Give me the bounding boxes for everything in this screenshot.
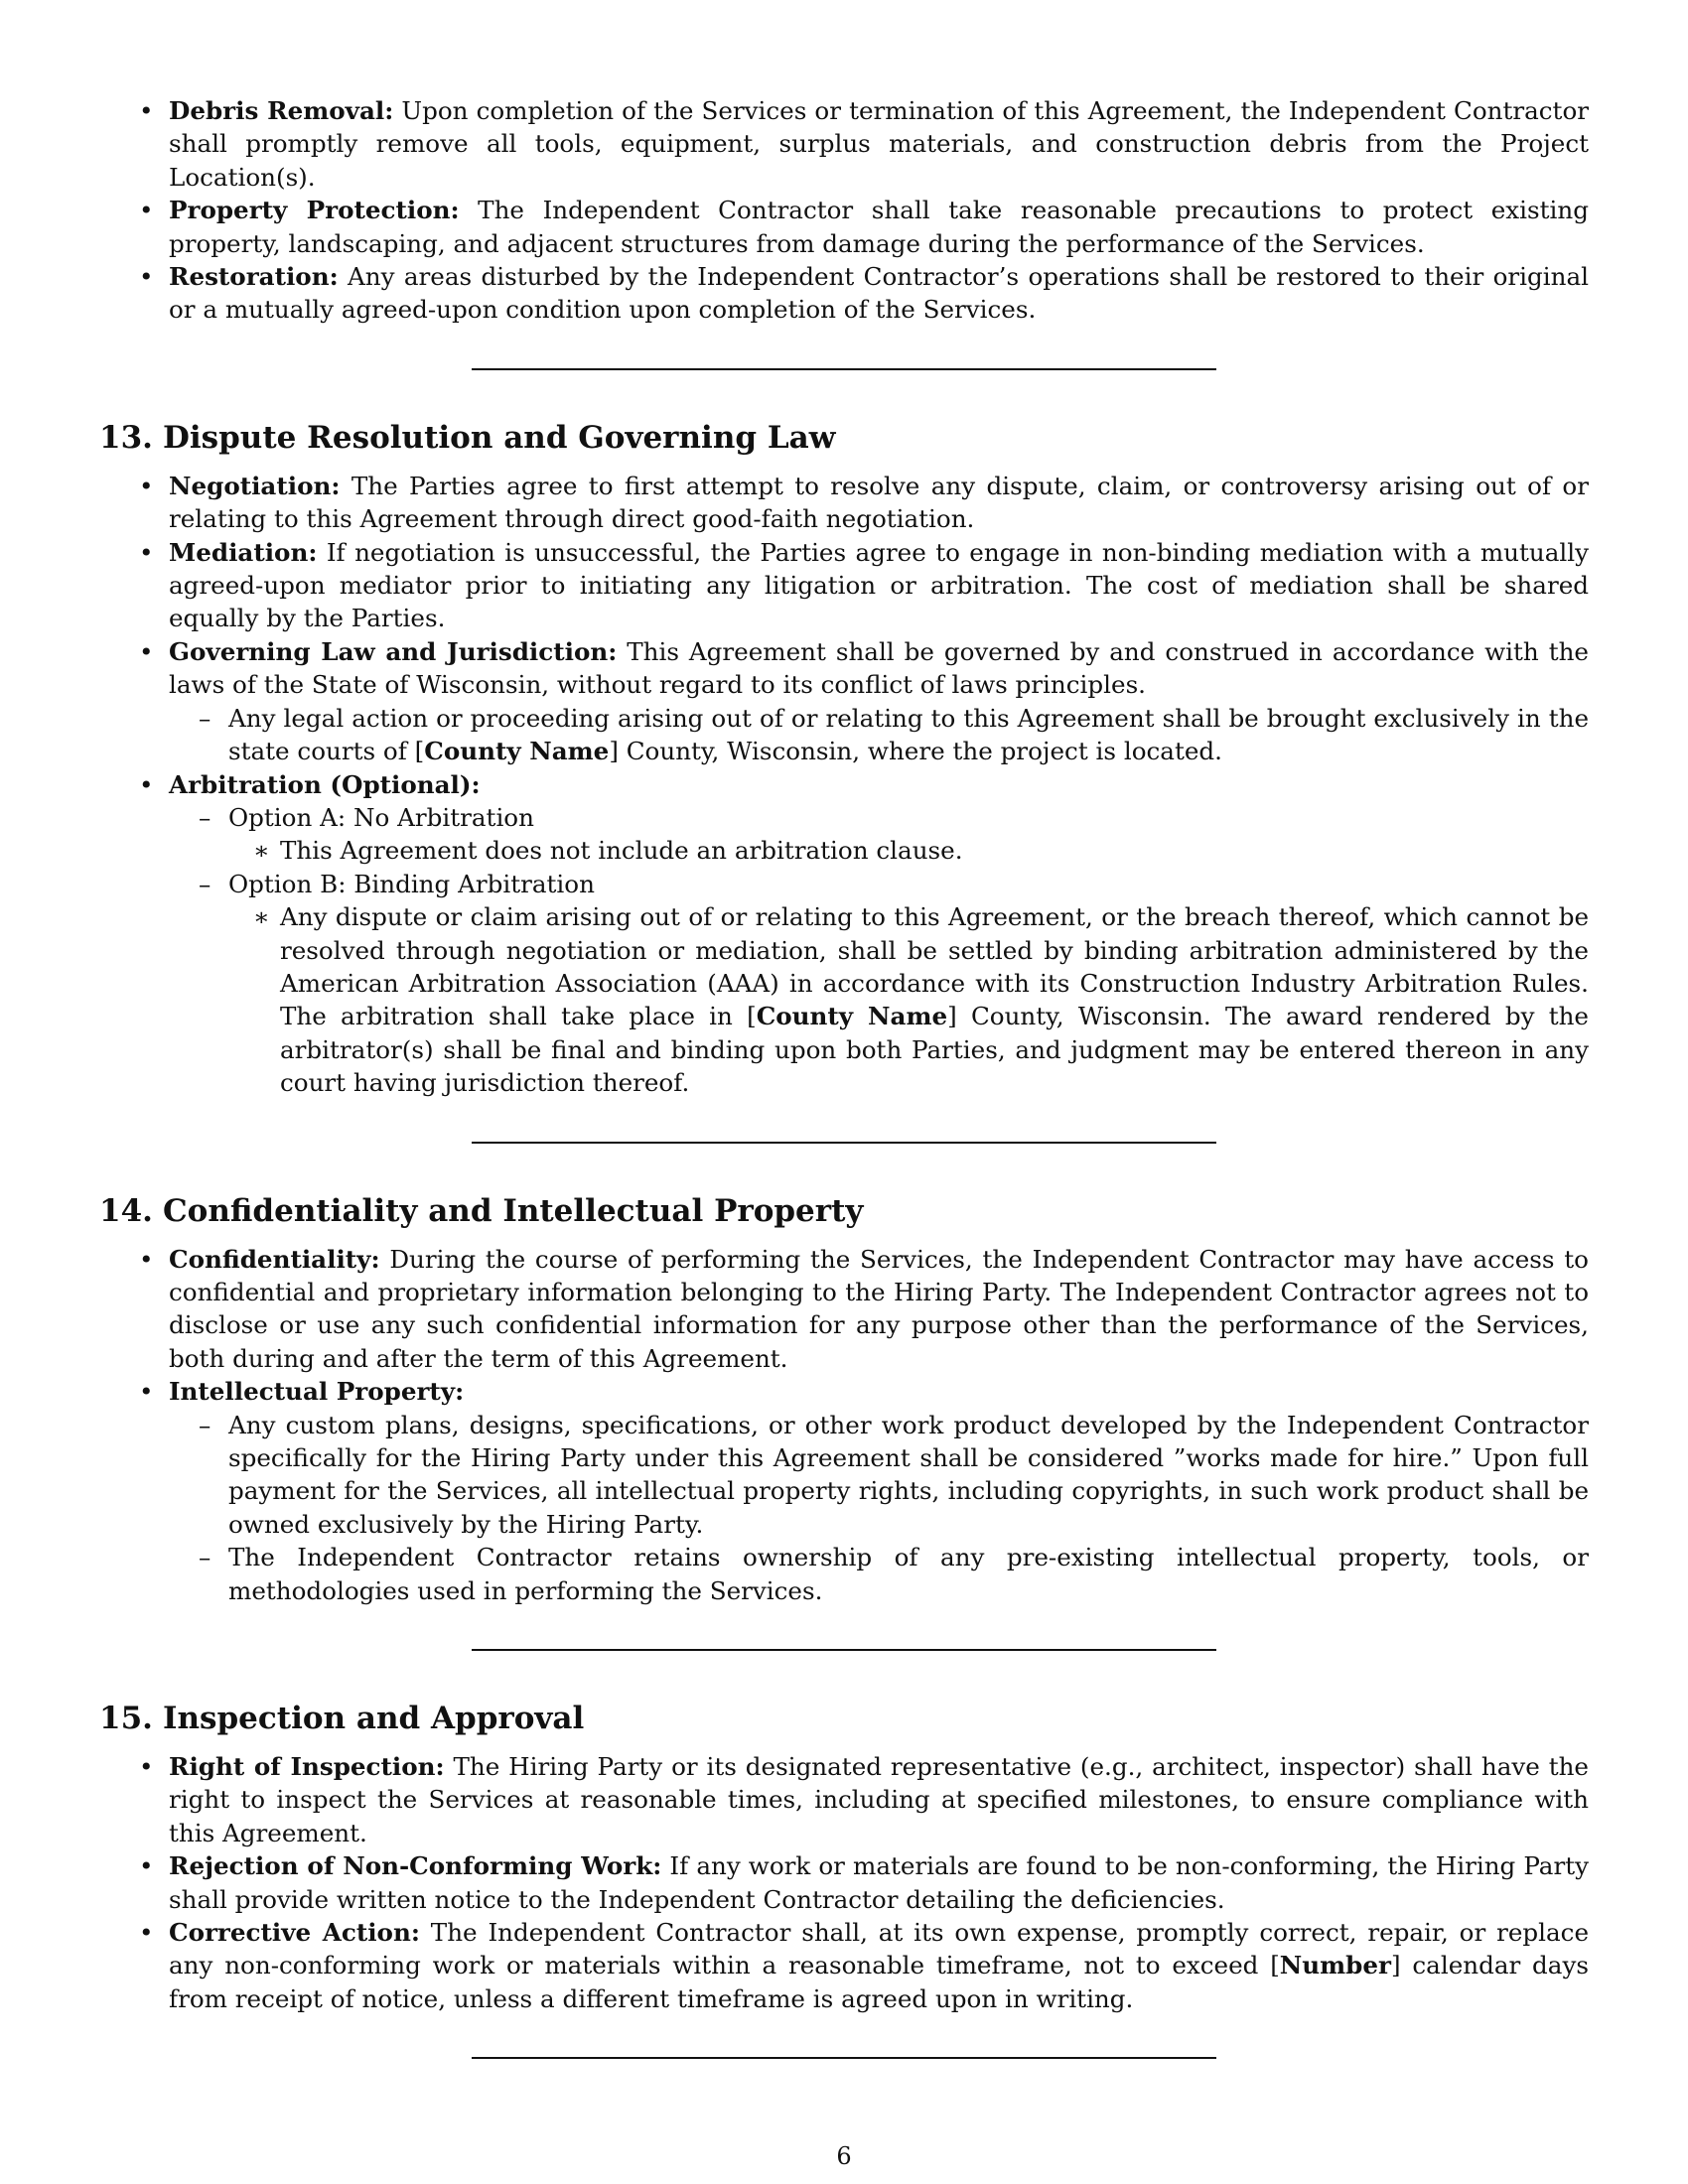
item-label: Debris Removal: bbox=[169, 96, 394, 125]
item-text: Any areas disturbed by the Independent Contractor’s operations shall be restored to their original or a mutually agreed-upon condition upon completion of the Services. bbox=[169, 262, 1589, 325]
section-number: 13. bbox=[99, 419, 153, 456]
list-item bbox=[99, 1375, 1589, 1607]
section-title: Inspection and Approval bbox=[163, 1701, 585, 1737]
section-title: Dispute Resolution and Governing Law bbox=[163, 419, 836, 456]
item-label: Rejection of Non-Conforming Work: bbox=[169, 1851, 662, 1881]
section-15-list bbox=[99, 1750, 1589, 2015]
item-text: The Independent Contractor shall take reasonable precautions to protect existing property, landscaping, and adjacent structures from damage during the performance of the Services. bbox=[169, 196, 1589, 258]
section-number: 14. bbox=[99, 1192, 153, 1229]
page-number: 6 bbox=[836, 2142, 852, 2170]
sub-sub-item: ∗ This Agreement does not include an arbitration clause. bbox=[228, 834, 1589, 867]
item-label: Mediation: bbox=[169, 537, 318, 567]
section-divider bbox=[472, 1649, 1216, 1651]
item-label: Property Protection: bbox=[169, 196, 460, 225]
list-item bbox=[99, 260, 1589, 327]
sub-item: – Option A: No Arbitration ∗ This Agreement does not include an arbitration clause. bbox=[169, 801, 1589, 868]
sub-item: – Any custom plans, designs, specifications, or other work product developed by the Independent Contractor specifically for the Hiring Party under this Agreement shall be considered ”works made for hire.” Upon full payment for the Services, all intellectual property rights, including copyrights, in such work product shall be owned exclusively by the Hiring Party. bbox=[169, 1409, 1589, 1542]
item-text: If negotiation is unsuccessful, the Parties agree to engage in non-binding mediation with a mutually agreed-upon mediator prior to initiating any litigation or arbitration. The cost of mediation shall be shared equally by the Parties. bbox=[169, 537, 1590, 633]
section-divider bbox=[472, 2057, 1216, 2059]
section-14-heading bbox=[99, 1191, 1589, 1231]
item-text: Upon completion of the Services or termination of this Agreement, the Independent Contractor shall promptly remove all tools, equipment, surplus materials, and construction debris from the Project Location(s). bbox=[169, 96, 1590, 192]
list-item bbox=[99, 94, 1589, 194]
item-label: Restoration: bbox=[169, 262, 339, 292]
item-text: If any work or materials are found to be non-conforming, the Hiring Party shall provide written notice to the Independent Contractor detailing the deficiencies. bbox=[169, 1851, 1589, 1914]
site-cleanup-list bbox=[99, 94, 1589, 327]
item-label: Intellectual Property: bbox=[169, 1377, 465, 1407]
county-placeholder: County Name bbox=[424, 737, 610, 766]
sub-item: – Option B: Binding Arbitration ∗ Any dispute or claim arising out of or relating to this Agreement, or the breach thereof, which cannot be resolved through negotiation or mediation, shall be settled by binding arbitration administered by the American Arbitration Association (AAA) in accordance with its Construction Industry Arbitration Rules. The arbitration shall take place in [County Name] County, Wisconsin. The award rendered by the arbitrator(s) shall be final and binding upon both Parties, and judgment may be entered thereon in any court having jurisdiction thereof. bbox=[169, 868, 1589, 1100]
sub-item: – The Independent Contractor retains ownership of any pre-existing intellectual property, tools, or methodologies used in performing the Services. bbox=[169, 1541, 1589, 1607]
document-page bbox=[99, 94, 1589, 2107]
list-item bbox=[99, 470, 1589, 536]
item-text: This Agreement shall be governed by and construed in accordance with the laws of the State of Wisconsin, without regard to its conflict of laws principles. bbox=[169, 636, 1589, 700]
list-item bbox=[99, 194, 1589, 260]
item-label: Confidentiality: bbox=[169, 1244, 380, 1274]
section-divider bbox=[472, 368, 1216, 370]
list-item bbox=[99, 1243, 1589, 1376]
list-item bbox=[99, 1849, 1589, 1916]
item-label: Right of Inspection: bbox=[169, 1752, 445, 1782]
sub-sub-item: ∗ Any dispute or claim arising out of or relating to this Agreement, or the breach thereof, which cannot be resolved through negotiation or mediation, shall be settled by binding arbitration administered by the American Arbitration Association (AAA) in accordance with its Construction Industry Arbitration Rules. The arbitration shall take place in [County Name] County, Wisconsin. The award rendered by the arbitrator(s) shall be final and binding upon both Parties, and judgment may be entered thereon in any court having jurisdiction thereof. bbox=[228, 900, 1589, 1099]
list-item bbox=[99, 1750, 1589, 1849]
list-item bbox=[99, 635, 1589, 768]
item-text: The Parties agree to first attempt to resolve any dispute, claim, or controversy arising out of or relating to this Agreement through direct good-faith negotiation. bbox=[169, 471, 1589, 534]
section-14-list bbox=[99, 1243, 1589, 1607]
number-placeholder: Number bbox=[1279, 1951, 1391, 1980]
item-label: Negotiation: bbox=[169, 471, 341, 500]
item-label: Governing Law and Jurisdiction: bbox=[169, 636, 618, 666]
county-placeholder: County Name bbox=[756, 1002, 948, 1031]
sub-item: – Any legal action or proceeding arising out of or relating to this Agreement shall be brought exclusively in the state courts of [County Name] County, Wisconsin, where the project is located. bbox=[169, 702, 1589, 768]
item-text: The Hiring Party or its designated representative (e.g., architect, inspector) shall have the right to inspect the Services at reasonable times, including at specified milestones, to ensure compliance with this Agreement. bbox=[169, 1752, 1589, 1847]
item-label: Arbitration (Optional): bbox=[169, 769, 481, 799]
section-number: 15. bbox=[99, 1701, 153, 1737]
section-13-list bbox=[99, 470, 1589, 1100]
section-15-heading bbox=[99, 1699, 1589, 1738]
section-title: Confidentiality and Intellectual Property bbox=[163, 1192, 864, 1229]
section-13-heading bbox=[99, 418, 1589, 458]
section-divider bbox=[472, 1142, 1216, 1144]
item-text: During the course of performing the Services, the Independent Contractor may have access to confidential and proprietary information belonging to the Hiring Party. The Independent Contractor agrees not to disclose or use any such confidential information for any purpose other than the performance of the Services, both during and after the term of this Agreement. bbox=[169, 1244, 1589, 1373]
list-item: • Corrective Action: The Independent Contractor shall, at its own expense, promptly correct, repair, or replace any non-conforming work or materials within a reasonable timeframe, not to exceed [Number] calendar days from receipt of notice, unless a different timeframe is agreed upon in writing. bbox=[99, 1916, 1589, 2015]
list-item bbox=[99, 536, 1589, 635]
list-item bbox=[99, 768, 1589, 1100]
item-label: Corrective Action: bbox=[169, 1918, 420, 1948]
